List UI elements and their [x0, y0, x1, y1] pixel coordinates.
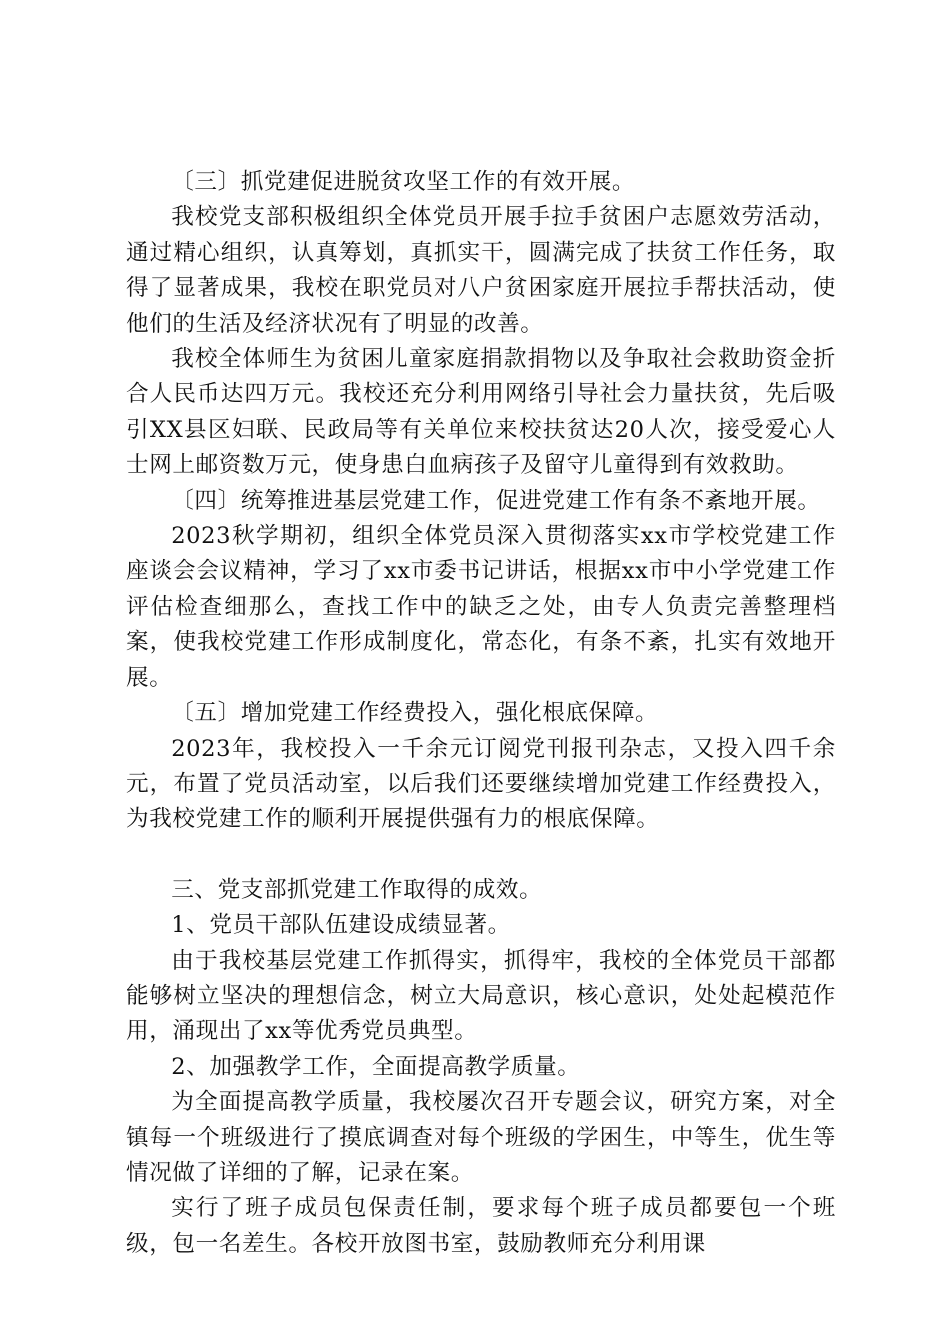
subsection-heading-1: 1、党员干部队伍建设成绩显著。: [171, 912, 511, 939]
document-body: [126, 165, 836, 1262]
section-heading-4: 〔四〕统筹推进基层党建工作，促进党建工作有条不紊地开展。: [171, 487, 821, 514]
paragraph: 为全面提高教学质量，我校屡次召开专题会议，研究方案，对全镇每一个班级进行了摸底调查对每个班级的学困生，中等生，优生等情况做了详细的了解，记录在案。: [126, 1089, 836, 1186]
paragraph: 2023年，我校投入一千余元订阅党刊报刊杂志，又投入四千余元，布置了党员活动室，以后我们还要继续增加党建工作经费投入，为我校党建工作的顺利开展提供强有力的根底保障。: [126, 735, 836, 833]
chapter-heading-3: 三、党支部抓党建工作取得的成效。: [171, 876, 543, 903]
section-heading-3: 〔三〕抓党建促进脱贫攻坚工作的有效开展。: [171, 169, 636, 195]
subsection-heading-2: 2、加强教学工作，全面提高教学质量。: [171, 1053, 581, 1080]
paragraph: 我校党支部积极组织全体党员开展手拉手贫困户志愿效劳活动，通过精心组织，认真筹划，真抓实干，圆满完成了扶贫工作任务，取得了显著成果，我校在职党员对八户贫困家庭开展拉手帮扶活动，使他们的生活及经济状况有了明显的改善。: [126, 204, 836, 337]
paragraph: 由于我校基层党建工作抓得实，抓得牢，我校的全体党员干部都能够树立坚决的理想信念，树立大局意识，核心意识，处处起模范作用，涌现出了xx等优秀党员典型。: [126, 947, 836, 1045]
paragraph: 实行了班子成员包保责任制，要求每个班子成员都要包一个班级，包一名差生。各校开放图书室，鼓励教师充分利用课: [126, 1195, 836, 1257]
paragraph: 我校全体师生为贫困儿童家庭捐款捐物以及争取社会救助资金折合人民币达四万元。我校还充分利用网络引导社会力量扶贫，先后吸引XX县区妇联、民政局等有关单位来校扶贫达20人次，接受爱心人士网上邮资数万元，使身患白血病孩子及留守儿童得到有效救助。: [126, 346, 836, 479]
section-heading-5: 〔五〕增加党建工作经费投入，强化根底保障。: [171, 700, 659, 727]
paragraph: 2023秋学期初，组织全体党员深入贯彻落实xx市学校党建工作座谈会会议精神，学习了xx市委书记讲话，根据xx市中小学党建工作评估检查细那么，查找工作中的缺乏之处，由专人负责完善整理档案，使我校党建工作形成制度化，常态化，有条不紊，扎实有效地开展。: [126, 523, 836, 691]
